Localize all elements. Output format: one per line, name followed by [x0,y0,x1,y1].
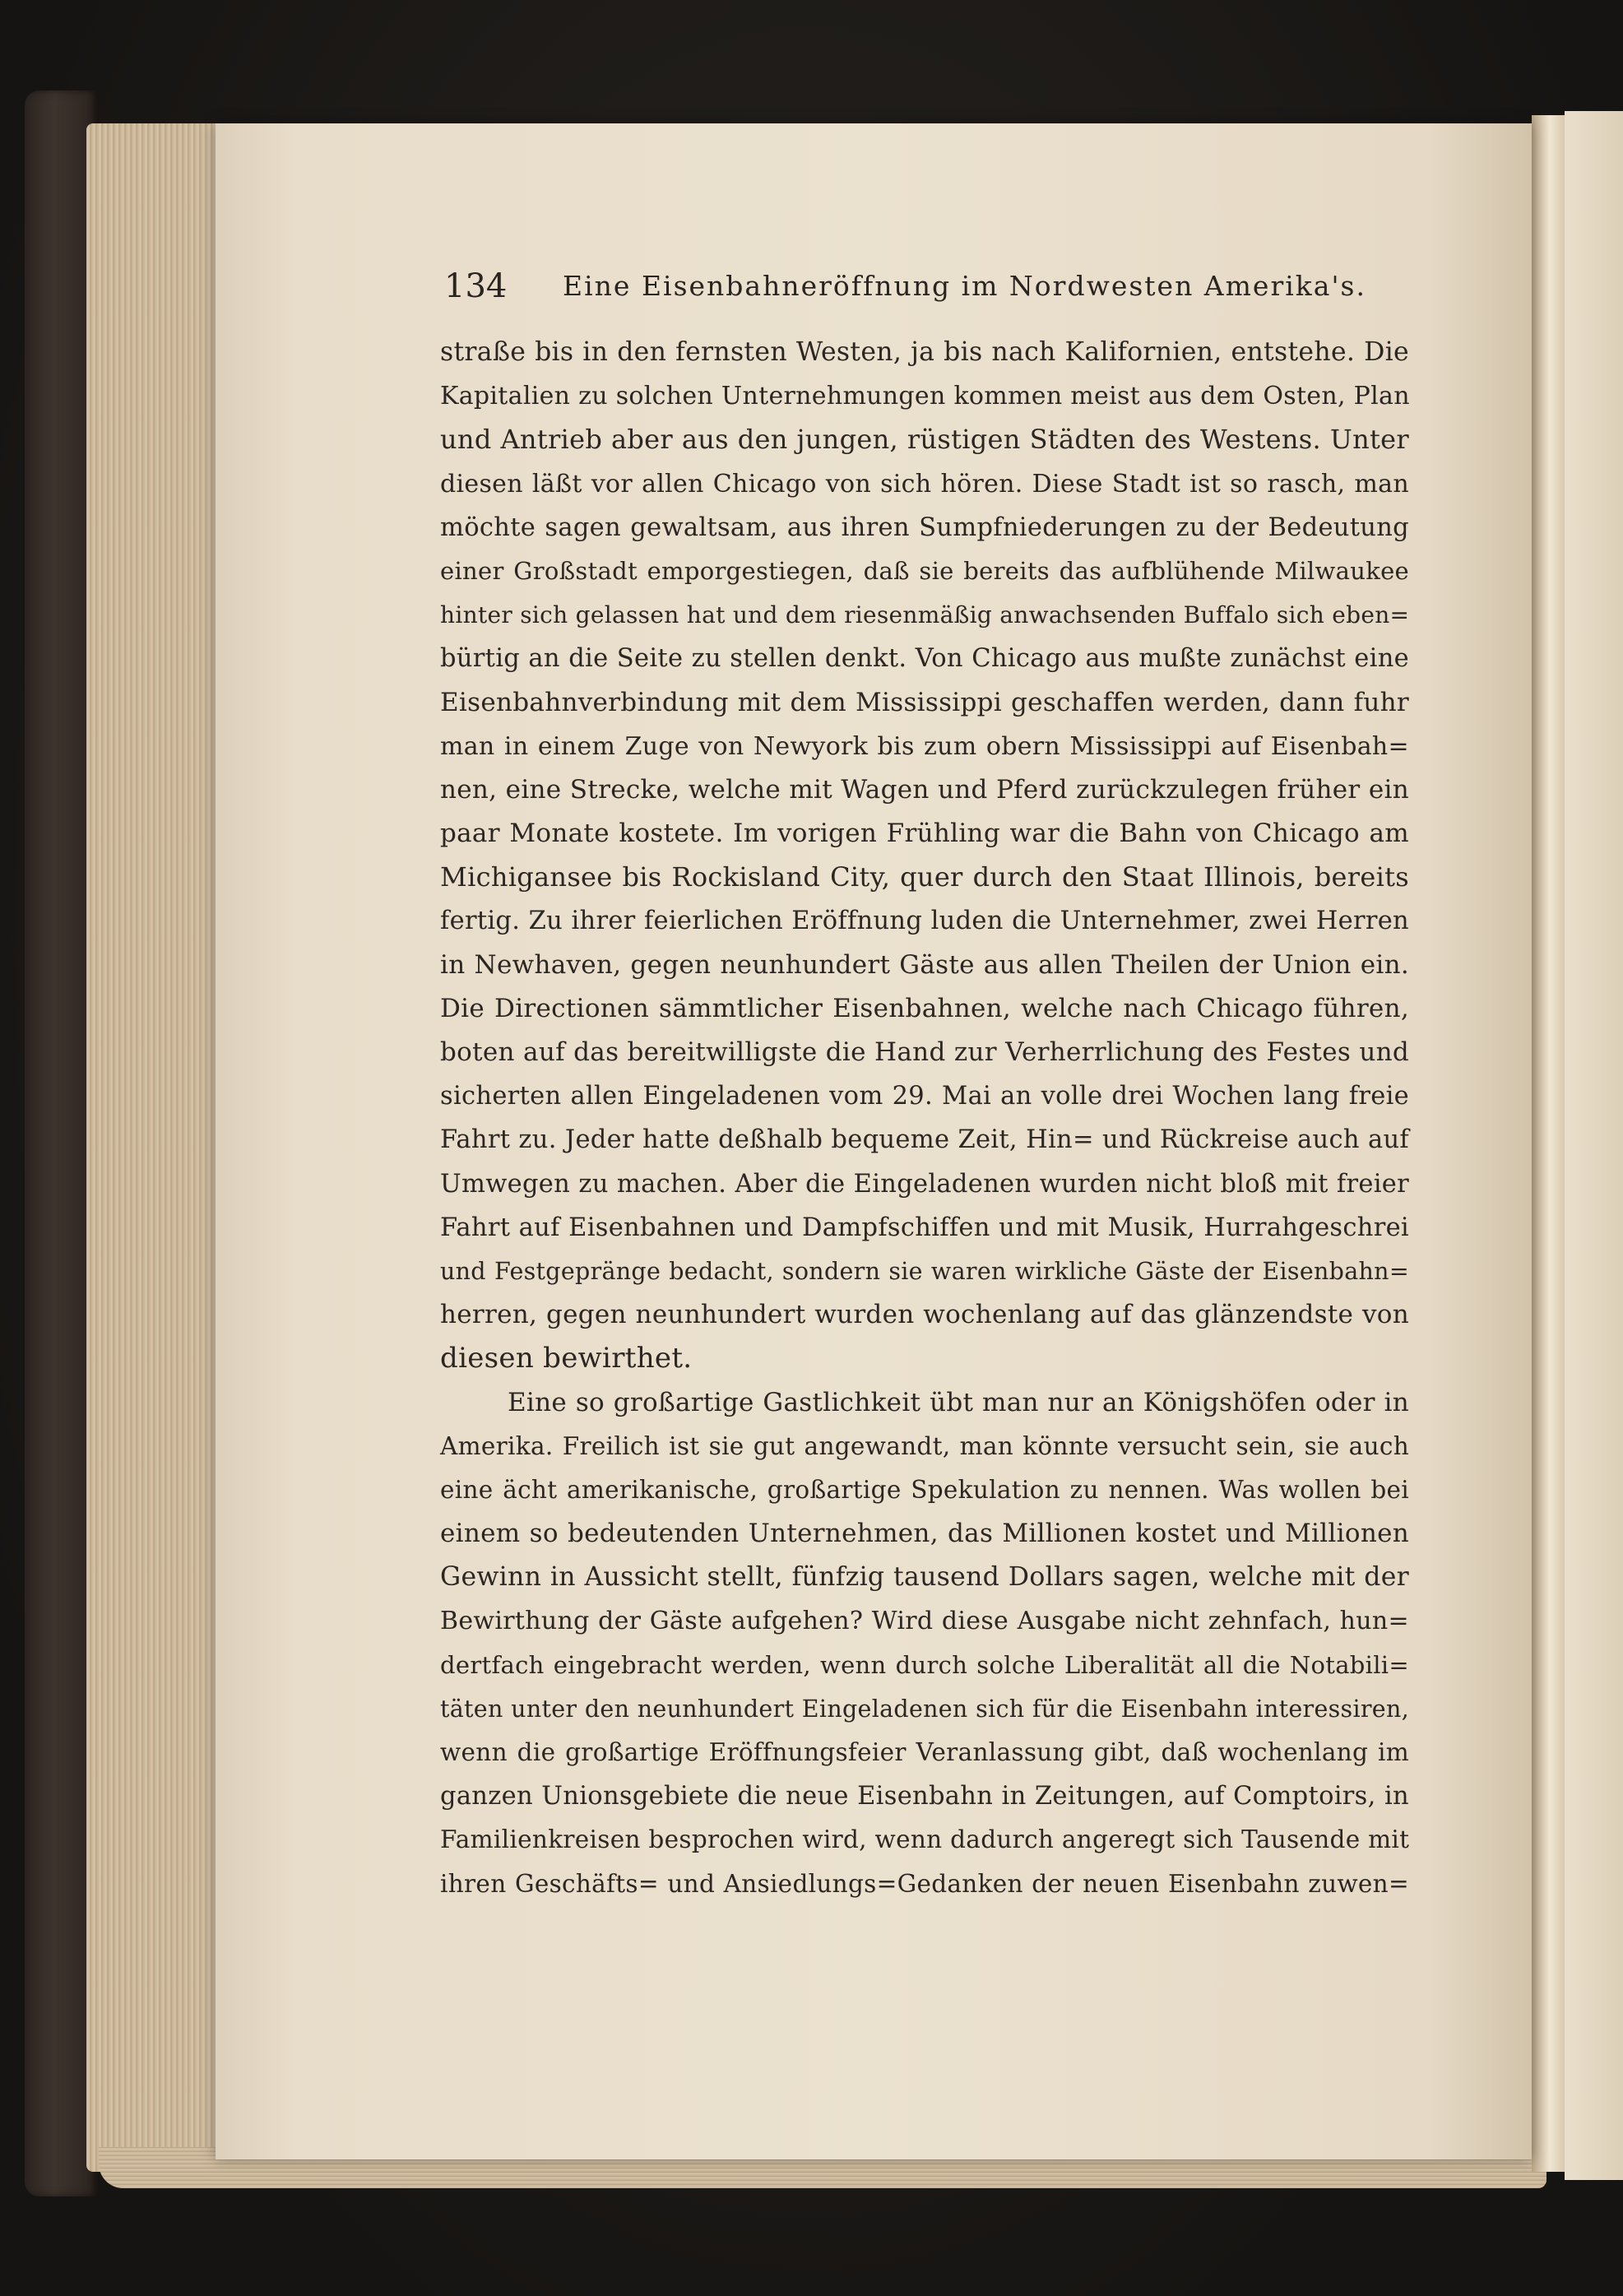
book-gutter [1532,115,1565,2172]
text-line: und Antrieb aber aus den jungen, rüstigen Städten des Westens. Unter [440,424,1409,456]
text-line: Fahrt auf Eisenbahnen und Dampfschiffen und mit Musik, Hurrahgeschrei [440,1213,1409,1242]
text-line: dertfach eingebracht werden, wenn durch solche Liberalität all die Notabili= [440,1650,1409,1679]
text-line: hinter sich gelassen hat und dem riesenmäßig anwachsenden Buffalo sich eben= [440,601,1410,629]
text-line: bürtig an die Seite zu stellen denkt. Von Chicago aus mußte zunächst eine [440,644,1409,674]
facing-page [1565,111,1623,2180]
text-line: Umwegen zu machen. Aber die Eingeladenen wurden nicht bloß mit freier [440,1169,1409,1199]
text-line: Familienkreisen besprochen wird, wenn dadurch angeregt sich Tausende mit [440,1825,1410,1854]
text-line: Eisenbahnverbindung mit dem Mississippi geschaffen werden, dann fuhr [440,687,1409,717]
text-line: nen, eine Strecke, welche mit Wagen und Pferd zurückzulegen früher ein [440,774,1409,805]
text-line: paar Monate kostete. Im vorigen Frühling war die Bahn von Chicago am [440,819,1409,849]
text-line: möchte sagen gewaltsam, aus ihren Sumpfniederungen zu der Bedeutung [440,513,1409,542]
text-line: einem so bedeutenden Unternehmen, das Millionen kostet und Millionen [440,1519,1409,1549]
text-line: herren, gegen neunhundert wurden wochenlang auf das glänzendste von [440,1300,1409,1330]
text-line: Kapitalien zu solchen Unternehmungen kommen meist aus dem Osten, Plan [440,382,1410,411]
text-line: fertig. Zu ihrer feierlichen Eröffnung luden die Unternehmer, zwei Herren [440,907,1409,936]
text-line: Die Directionen sämmtlicher Eisenbahnen, welche nach Chicago führen, [440,993,1409,1023]
text-line: ihren Geschäfts= und Ansiedlungs=Gedanken der neuen Eisenbahn zuwen= [440,1869,1409,1898]
text-line: man in einem Zuge von Newyork bis zum obern Mississippi auf Eisenbah= [440,731,1409,761]
text-line: und Festgepränge bedacht, sondern sie waren wirkliche Gäste der Eisenbahn= [440,1257,1409,1285]
text-line: Bewirthung der Gäste aufgehen? Wird diese Ausgabe nicht zehnfach, hun= [440,1607,1409,1636]
text-line: diesen bewirthet. [440,1342,693,1375]
text-line: boten auf das bereitwilligste die Hand zur Verherrlichung des Festes und [440,1037,1409,1067]
text-line-paragraph-start: Eine so großartige Gastlichkeit übt man nur an Königshöfen oder in [508,1387,1409,1417]
text-line: Amerika. Freilich ist sie gut angewandt, man könnte versucht sein, sie auch [440,1431,1409,1460]
text-line: in Newhaven, gegen neunhundert Gäste aus allen Theilen der Union ein. [440,949,1409,980]
text-line: täten unter den neunhundert Eingeladenen sich für die Eisenbahn interessiren, [440,1695,1409,1723]
text-line: ganzen Unionsgebiete die neue Eisenbahn in Zeitungen, auf Comptoirs, in [440,1782,1409,1811]
text-line: Michigansee bis Rockisland City, quer durch den Staat Illinois, bereits [440,861,1409,893]
text-line: straße bis in den fernsten Westen, ja bis nach Kalifornien, entstehe. Die [440,337,1409,367]
text-line: Gewinn in Aussicht stellt, fünfzig tausend Dollars sagen, welche mit der [440,1562,1409,1593]
page-number: 134 [444,267,508,305]
page-edges-left [86,123,226,2172]
text-line: eine ächt amerikanische, großartige Spekulation zu nennen. Was wollen bei [440,1475,1409,1504]
text-line: einer Großstadt emporgestiegen, daß sie bereits das aufblühende Milwaukee [440,556,1409,585]
body-text [440,331,1409,1906]
text-line: Fahrt zu. Jeder hatte deßhalb bequeme Zeit, Hin= und Rückreise auch auf [440,1125,1409,1155]
running-title: Eine Eisenbahneröffnung im Nordwesten Amerika's. [563,270,1366,302]
text-line: wenn die großartige Eröffnungsfeier Veranlassung gibt, daß wochenlang im [440,1738,1409,1766]
text-line: sicherten allen Eingeladenen vom 29. Mai an volle drei Wochen lang freie [440,1082,1409,1111]
text-line: diesen läßt vor allen Chicago von sich hören. Diese Stadt ist so rasch, man [440,469,1409,499]
running-head [444,262,1398,311]
